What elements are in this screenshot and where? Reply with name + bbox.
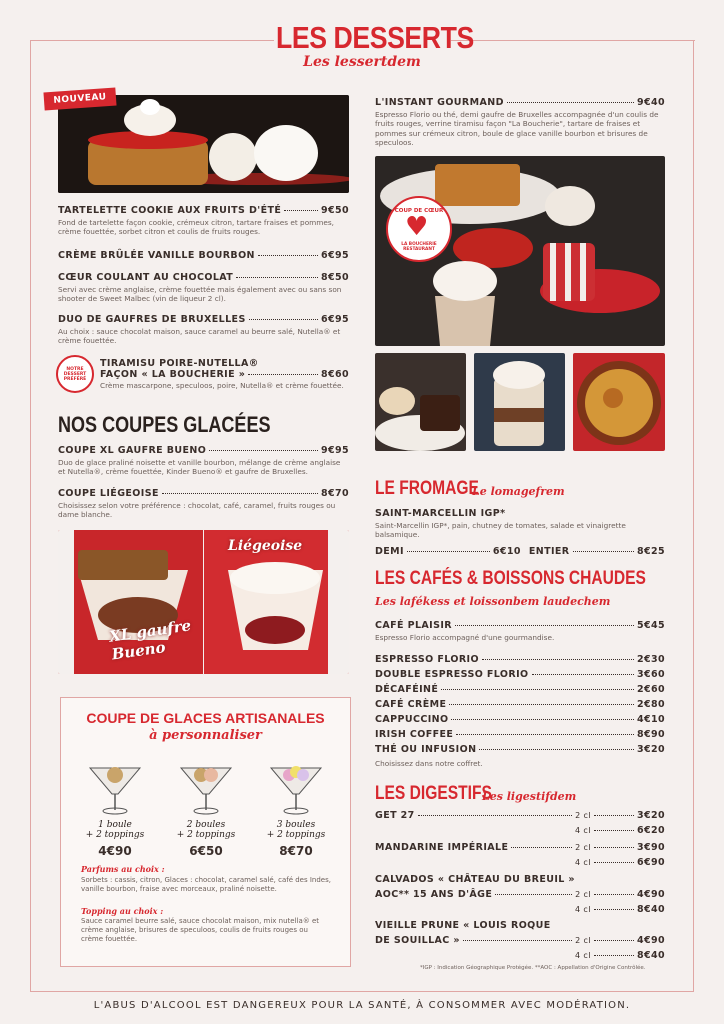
item-price: 2€30 (636, 654, 665, 665)
cafe-row (375, 699, 665, 714)
toppings-list: Sauce caramel beurre salé, sauce chocolat maison, mix nutella® et crème anglaise, brisures de speculoos, coulis de fruits rouges ou crème fouettée. (81, 917, 320, 944)
cafe-plaisir-item (375, 620, 665, 642)
price-2cl: 3€20 (636, 810, 665, 821)
item-name: ESPRESSO FLORIO (375, 654, 479, 665)
item-price: 5€45 (636, 620, 665, 631)
tartelette-photo (58, 95, 349, 193)
parfums-title: Parfums au choix : (81, 864, 165, 874)
item-price: 8€90 (636, 729, 665, 740)
creme-brulee-illustration (573, 353, 665, 451)
item-price: 3€60 (636, 669, 665, 680)
item-name: THÉ OU INFUSION (375, 744, 477, 755)
item-name: TARTELETTE COOKIE AUX FRUITS D'ÉTÉ (58, 205, 282, 216)
page-title: LES DESSERTS (276, 20, 474, 55)
item-desc: Fond de tartelette façon cookie, crémeux citron, tartare fraises et pommes, crème fouettée, sorbet citron et coulis de fruits rouges. (58, 218, 334, 237)
glace-option-3 (261, 758, 331, 858)
dessert-item (58, 272, 349, 304)
item-name: IRISH COFFEE (375, 729, 454, 740)
coup-de-coeur-bottom: LA BOUCHERIE RESTAURANT (401, 242, 437, 252)
badge-nouveau: NOUVEAU (43, 88, 116, 111)
item-name: DÉCAFÉINÉ (375, 684, 439, 695)
price-2cl: 4€90 (636, 935, 665, 946)
item-name: GET 27 (375, 810, 415, 821)
item-price: 6€95 (320, 250, 349, 261)
cl-2: 2 cl (575, 890, 591, 899)
cl-4: 4 cl (575, 826, 591, 835)
artisanales-box (60, 697, 351, 967)
item-name-line2: AOC** 15 ANS D'ÂGE (375, 889, 493, 900)
item-name: COUPE LIÉGEOISE (58, 488, 159, 499)
cafe-row (375, 684, 665, 699)
item-name-line1: VIEILLE PRUNE « LOUIS ROQUE (375, 920, 551, 931)
dessert-item (100, 358, 349, 390)
digestif-item (375, 810, 665, 842)
cafe-row (375, 744, 665, 757)
item-price: 8€70 (320, 488, 349, 499)
page-title-block (262, 20, 474, 70)
cl-4: 4 cl (575, 905, 591, 914)
tiramisu-illustration (474, 353, 565, 451)
item-price: 9€95 (320, 445, 349, 456)
dessert-item (58, 250, 349, 261)
photo-label-bueno: XL gaufre Bueno (108, 616, 193, 664)
item-name: SAINT-MARCELLIN IGP* (375, 508, 506, 519)
cl-4: 4 cl (575, 951, 591, 960)
glace-option-price: 6€50 (189, 843, 223, 858)
footer-warning: L'ABUS D'ALCOOL EST DANGEREUX POUR LA SANTÉ, À CONSOMMER AVEC MODÉRATION. (93, 1000, 631, 1011)
item-desc: Espresso Florio accompagné d'une gourmandise. (375, 633, 555, 642)
digestif-item (375, 842, 665, 874)
item-name: DOUBLE ESPRESSO FLORIO (375, 669, 529, 680)
item-price: 9€50 (320, 205, 349, 216)
item-name-line1: TIRAMISU POIRE-NUTELLA® (100, 358, 259, 369)
fromage-entier-label: ENTIER (528, 545, 570, 557)
coup-de-coeur-top: COUP DE CŒUR (394, 208, 444, 214)
digestif-item (375, 920, 665, 966)
glace-option-1 (80, 758, 150, 858)
item-desc: Crème mascarpone, speculoos, poire, Nutella® et crème fouettée. (100, 381, 344, 390)
coulant-photo (375, 353, 466, 451)
item-price: 8€50 (320, 272, 349, 283)
glace-option-line1: 2 boules (186, 820, 226, 830)
glace-option-price: 8€70 (279, 843, 313, 858)
digestifs-subtitle: Les ligestifdem (482, 790, 577, 803)
price-2cl: 3€90 (636, 842, 665, 853)
item-name: CAFÉ PLAISIR (375, 620, 453, 631)
item-name: MANDARINE IMPÉRIALE (375, 842, 509, 853)
tartelette-illustration (58, 95, 349, 193)
instant-gourmand-item (375, 97, 665, 148)
cl-4: 4 cl (575, 858, 591, 867)
item-name: CRÈME BRÛLÉE VANILLE BOURBON (58, 250, 255, 261)
tiramisu-photo (474, 353, 565, 451)
item-desc: Saint-Marcellin IGP*, pain, chutney de tomates, salade et vinaigrette balsamique. (375, 521, 626, 540)
glace-option-line2: + 2 toppings (266, 830, 326, 841)
fromage-demi-price: 6€10 (492, 545, 521, 557)
item-name: COUPE XL GAUFRE BUENO (58, 445, 207, 456)
toppings-title: Topping au choix : (81, 906, 164, 916)
item-price: 4€10 (636, 714, 665, 725)
page-subtitle: Les lessertdem (303, 54, 421, 70)
coupes-photo (58, 530, 349, 674)
cl-2: 2 cl (575, 811, 591, 820)
digestifs-list (375, 810, 665, 966)
coupe-item (58, 488, 349, 520)
fromage-subtitle: Le lomagefrem (472, 485, 565, 498)
photo-label-liegeoise: Liégeoise (228, 538, 303, 554)
price-4cl: 8€40 (636, 904, 665, 915)
glace-option-line2: + 2 toppings (176, 830, 236, 841)
price-4cl: 6€90 (636, 857, 665, 868)
item-price: 2€60 (636, 684, 665, 695)
item-price: 6€95 (320, 314, 349, 325)
artisanales-title: COUPE DE GLACES ARTISANALES (86, 710, 325, 726)
cafe-row (375, 654, 665, 669)
coupe-item (58, 445, 349, 477)
digestifs-title: LES DIGESTIFS (375, 783, 492, 804)
fromage-title: LE FROMAGE (375, 478, 479, 499)
glass-icon (266, 758, 326, 816)
dessert-item (58, 205, 349, 237)
cl-2: 2 cl (575, 936, 591, 945)
coulant-illustration (375, 353, 466, 451)
fromage-entier-price: 8€25 (636, 545, 665, 557)
item-price: 9€40 (636, 97, 665, 108)
item-name: CAFÉ CRÈME (375, 699, 447, 710)
item-name-line2: DE SOUILLAC » (375, 935, 460, 946)
dessert-prefere-text: NOTRE DESSERT PRÉFÉRÉ (63, 367, 87, 383)
item-desc: Choisissez selon votre préférence : chocolat, café, caramel, fruits rouges ou dame blanche. (58, 501, 336, 520)
cafe-row (375, 729, 665, 744)
price-4cl: 6€20 (636, 825, 665, 836)
item-price: 8€60 (320, 369, 349, 380)
artisanales-subtitle: à personnaliser (149, 728, 262, 743)
item-name-line1: CALVADOS « CHÂTEAU DU BREUIL » (375, 874, 575, 885)
item-name-line2: FAÇON « LA BOUCHERIE » (100, 369, 246, 380)
item-name: L'INSTANT GOURMAND (375, 97, 504, 108)
cafe-row (375, 669, 665, 684)
item-name: CAPPUCCINO (375, 714, 449, 725)
item-desc: Au choix : sauce chocolat maison, sauce caramel au beurre salé, Nutella® et crème fouettée. (58, 327, 341, 346)
dessert-item (58, 314, 349, 346)
glace-option-price: 4€90 (98, 843, 132, 858)
cafe-row (375, 714, 665, 729)
cafes-title: LES CAFÉS & BOISSONS CHAUDES (375, 568, 646, 589)
digestif-item (375, 874, 665, 920)
fromage-demi-label: DEMI (375, 545, 404, 557)
cafes-list (375, 654, 665, 768)
heart-icon: ♥ (405, 212, 429, 242)
item-desc: Espresso Florio ou thé, demi gaufre de Bruxelles accompagnée d'un coulis de fruits rouges, verrine tiramisu façon "La Boucherie", tartare de fraises et pommes sur crémeux citron, boule de glace vanille bourbon et brisures de speculoos. (375, 110, 659, 148)
glace-option-line2: + 2 toppings (85, 830, 145, 841)
glace-option-line1: 3 boules (276, 820, 316, 830)
item-price: 2€80 (636, 699, 665, 710)
coupes-title: NOS COUPES GLACÉES (58, 412, 271, 437)
appellation-note: *IGP : Indication Géographique Protégée. **AOC : Appellation d'Origine Contrôlée. (420, 965, 646, 971)
coupes-illustration (58, 530, 349, 674)
item-price: 3€20 (636, 744, 665, 755)
creme-brulee-photo (573, 353, 665, 451)
cafes-subtitle: Les lafékess et loissonbem laudechem (375, 595, 611, 608)
item-name: CŒUR COULANT AU CHOCOLAT (58, 272, 234, 283)
item-desc: Duo de glace praliné noisette et vanille bourbon, mélange de crème anglaise et Nutella®, crème fouettée, Kinder Bueno® et gaufre de Bruxelles. (58, 458, 341, 477)
glass-icon (85, 758, 145, 816)
price-4cl: 8€40 (636, 950, 665, 961)
parfums-list: Sorbets : cassis, citron, Glaces : chocolat, caramel salé, café des Indes, vanille bourbon, fraise avec morceaux, praliné noisette. (81, 876, 331, 894)
fromage-item (375, 508, 665, 557)
item-name: DUO DE GAUFRES DE BRUXELLES (58, 314, 246, 325)
glace-option-line1: 1 boule (98, 820, 132, 830)
the-note: Choisissez dans notre coffret. (375, 759, 483, 768)
glass-icon (176, 758, 236, 816)
glace-option-2 (171, 758, 241, 858)
cl-2: 2 cl (575, 843, 591, 852)
price-2cl: 4€90 (636, 889, 665, 900)
item-desc: Servi avec crème anglaise, crème fouettée mais également avec ou sans son shooter de Sweet Malbec (vin de liqueur 2 cl). (58, 285, 342, 304)
